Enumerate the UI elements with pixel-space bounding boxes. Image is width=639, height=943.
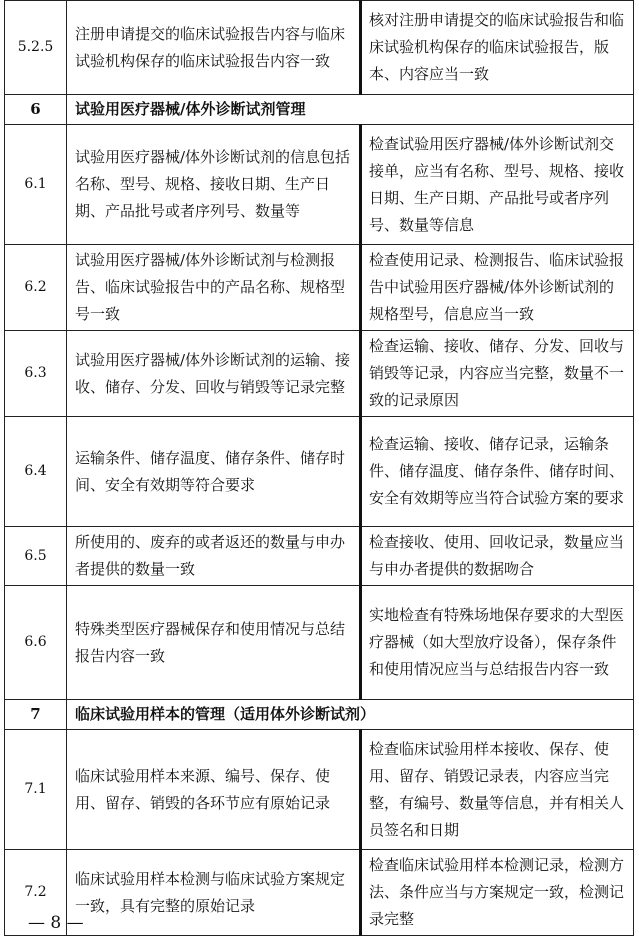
check-method-text: 检查接收、使用、回收记录，数量应当与申办者提供的数据吻合 [361,527,634,586]
section-number: 6 [5,95,67,125]
requirement-text: 临床试验用样本检测与临床试验方案规定一致，具有完整的原始记录 [67,850,361,936]
item-number: 6.3 [5,331,67,417]
table-row [5,730,634,850]
requirement-text: 临床试验用样本来源、编号、保存、使用、留存、销毁的各环节应有原始记录 [67,730,361,850]
item-number: 7.2 [5,850,67,936]
check-method-text: 检查运输、接收、储存、分发、回收与销毁等记录，内容应当完整，数量不一致的记录原因 [361,331,634,417]
section-header [5,95,634,125]
table-row [5,245,634,331]
section-title: 试验用医疗器械/体外诊断试剂管理 [67,95,634,125]
requirement-text: 试验用医疗器械/体外诊断试剂的信息包括名称、型号、规格、接收日期、生产日期、产品批号或者序列号、数量等 [67,125,361,245]
item-number: 6.4 [5,417,67,527]
table-row [5,125,634,245]
item-number: 6.6 [5,586,67,700]
requirement-text: 所使用的、废弃的或者返还的数量与申办者提供的数量一致 [67,527,361,586]
table-row [5,1,634,95]
check-method-text: 检查临床试验用样本检测记录，检测方法、条件应当与方案规定一致，检测记录完整 [361,850,634,936]
table-row [5,586,634,700]
page-number: — 8 — [28,913,84,933]
table-row [5,527,634,586]
table-row [5,331,634,417]
item-number: 6.2 [5,245,67,331]
section-number: 7 [5,700,67,730]
table-row [5,417,634,527]
section-header [5,700,634,730]
item-number: 6.1 [5,125,67,245]
requirement-text: 注册申请提交的临床试验报告内容与临床试验机构保存的临床试验报告内容一致 [67,1,361,95]
requirement-text: 试验用医疗器械/体外诊断试剂的运输、接收、储存、分发、回收与销毁等记录完整 [67,331,361,417]
section-title: 临床试验用样本的管理（适用体外诊断试剂） [67,700,634,730]
table-row [5,850,634,936]
check-method-text: 检查临床试验用样本接收、保存、使用、留存、销毁记录表，内容应当完整，有编号、数量等信息，并有相关人员签名和日期 [361,730,634,850]
item-number: 7.1 [5,730,67,850]
requirement-text: 特殊类型医疗器械保存和使用情况与总结报告内容一致 [67,586,361,700]
check-method-text: 检查使用记录、检测报告、临床试验报告中试验用医疗器械/体外诊断试剂的规格型号，信息应当一致 [361,245,634,331]
requirement-text: 运输条件、储存温度、储存条件、储存时间、安全有效期等符合要求 [67,417,361,527]
check-method-text: 检查试验用医疗器械/体外诊断试剂交接单，应当有名称、型号、规格、接收日期、生产日期、产品批号或者序列号、数量等信息 [361,125,634,245]
check-method-text: 核对注册申请提交的临床试验报告和临床试验机构保存的临床试验报告，版本、内容应当一致 [361,1,634,95]
check-method-text: 检查运输、接收、储存记录，运输条件、储存温度、储存条件、储存时间、安全有效期等应当符合试验方案的要求 [361,417,634,527]
requirement-text: 试验用医疗器械/体外诊断试剂与检测报告、临床试验报告中的产品名称、规格型号一致 [67,245,361,331]
item-number: 6.5 [5,527,67,586]
inspection-table [4,0,634,936]
check-method-text: 实地检查有特殊场地保存要求的大型医疗器械（如大型放疗设备），保存条件和使用情况应当与总结报告内容一致 [361,586,634,700]
item-number: 5.2.5 [5,1,67,95]
